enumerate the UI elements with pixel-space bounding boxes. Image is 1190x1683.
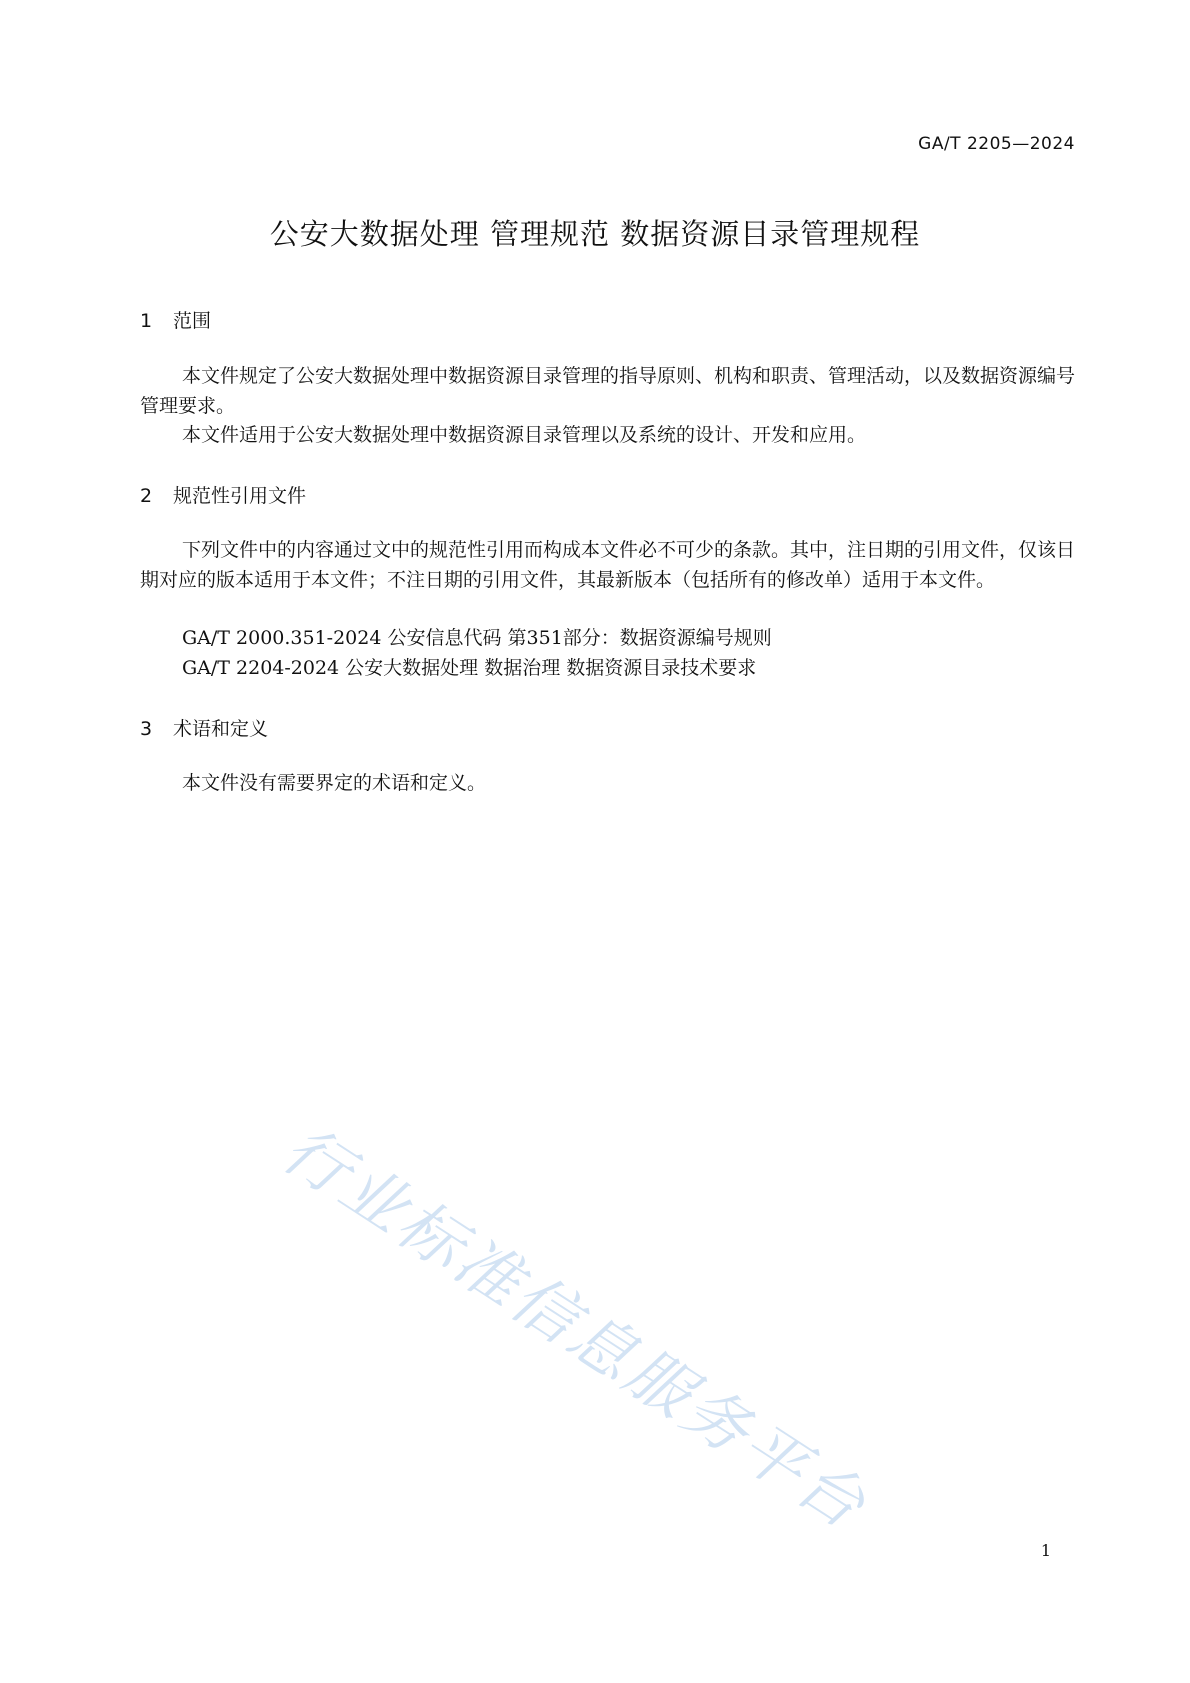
normative-reference-1: GA/T 2000.351-2024 公安信息代码 第351部分：数据资源编号规则 xyxy=(182,627,772,649)
section-title: 范围 xyxy=(173,310,212,332)
section-3-paragraph-1: 本文件没有需要界定的术语和定义。 xyxy=(182,772,487,794)
section-1-paragraph-1: 本文件规定了公安大数据处理中数据资源目录管理的指导原则、机构和职责、管理活动，以及数据资源编号管理要求。 xyxy=(140,365,1076,417)
section-number: 3 xyxy=(140,718,153,740)
section-3-heading xyxy=(140,714,268,741)
document-title: 公安大数据处理 管理规范 数据资源目录管理规程 xyxy=(269,217,921,251)
watermark: 行业标准信息服务平台 xyxy=(269,1112,881,1545)
section-number: 1 xyxy=(140,310,153,332)
section-1-paragraph-2: 本文件适用于公安大数据处理中数据资源目录管理以及系统的设计、开发和应用。 xyxy=(182,424,867,446)
normative-reference-2: GA/T 2204-2024 公安大数据处理 数据治理 数据资源目录技术要求 xyxy=(182,657,757,679)
section-2-paragraph-1: 下列文件中的内容通过文中的规范性引用而构成本文件必不可少的条款。其中，注日期的引用文件，仅该日期对应的版本适用于本文件；不注日期的引用文件，其最新版本（包括所有的修改单）适用于本文件。 xyxy=(140,539,1076,591)
section-title: 规范性引用文件 xyxy=(173,485,307,507)
section-1-heading xyxy=(140,306,211,333)
section-2-heading xyxy=(140,481,306,508)
section-number: 2 xyxy=(140,485,153,507)
section-title: 术语和定义 xyxy=(173,718,269,740)
page-number: 1 xyxy=(1040,1541,1051,1560)
standard-code: GA/T 2205—2024 xyxy=(918,134,1075,154)
